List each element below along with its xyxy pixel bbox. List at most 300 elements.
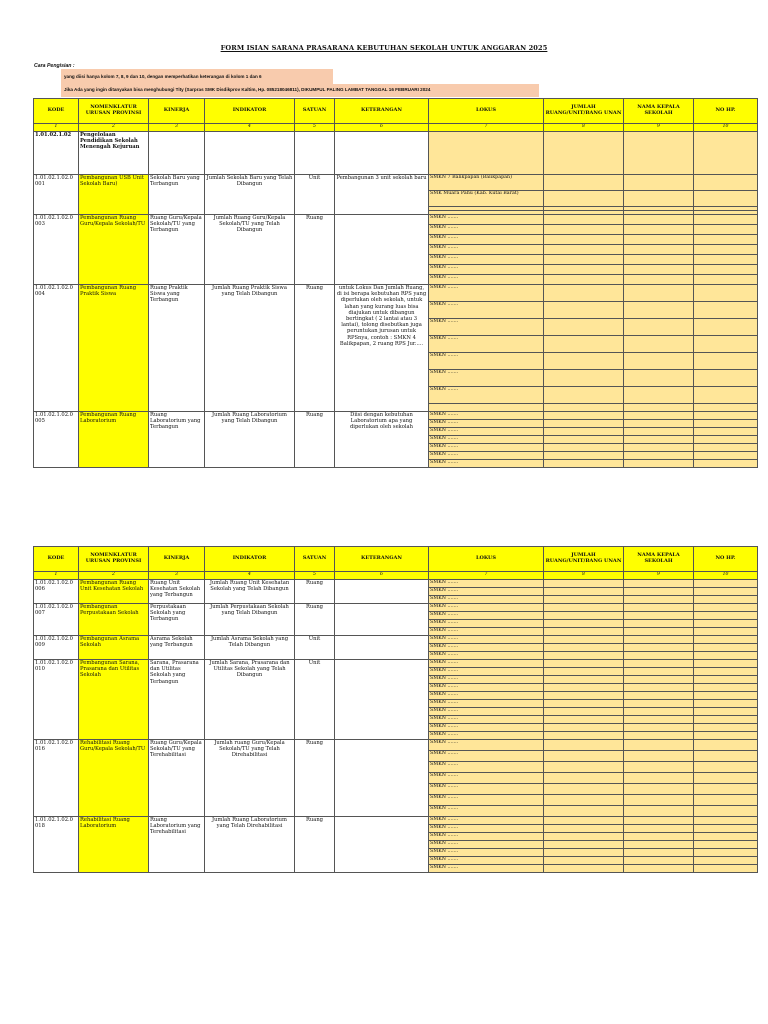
kepala-sekolah-input-cell[interactable] [624, 370, 694, 387]
lokus-input-cell[interactable]: SMKN ....... [429, 841, 544, 849]
no-hp-input-cell[interactable] [694, 460, 758, 468]
jumlah-input-cell[interactable] [544, 795, 624, 806]
no-hp-input-cell[interactable] [694, 420, 758, 428]
jumlah-input-cell[interactable] [544, 285, 624, 302]
jumlah-input-cell[interactable] [544, 404, 624, 412]
lokus-input-cell[interactable]: SMKN ....... [429, 825, 544, 833]
jumlah-input-cell[interactable] [544, 460, 624, 468]
kepala-sekolah-input-cell[interactable] [624, 245, 694, 255]
kode-cell: 1.01.02.1.02.0 018 [34, 817, 79, 873]
satuan-cell: Ruang [295, 817, 335, 873]
lokus-input-cell[interactable]: SMKN ....... [429, 708, 544, 716]
kepala-sekolah-input-cell[interactable] [624, 652, 694, 660]
kepala-sekolah-input-cell[interactable] [624, 420, 694, 428]
lokus-input-cell[interactable]: SMKN ....... [429, 740, 544, 751]
no-hp-input-cell[interactable] [694, 762, 758, 773]
jumlah-input-cell[interactable] [544, 660, 624, 668]
no-hp-input-cell[interactable] [694, 865, 758, 873]
lokus-input-cell[interactable]: SMKN ....... [429, 460, 544, 468]
no-hp-input-cell[interactable] [694, 285, 758, 302]
kinerja-cell: Sarana, Prasarana dan Utilitas Sekolah yang Terbangun [149, 660, 205, 740]
kepala-sekolah-input-cell[interactable] [624, 708, 694, 716]
keterangan-cell: untuk Lokus Dan Jumlah Ruang, di isi berapa kebutuhan RPS yang diperlukan oleh sekolah, untuk lahan yang kurang luas bisa diajukan untuk dibangun bertingkat ( 2 lantai atau 3 lantai), tolong disebutkan juga peruntukan jurusan untuk RPSnya, contoh : SMKN 4 Balikpapan, 2 ruang RPS Jur..... [335, 285, 429, 412]
instruction-note-2-text: Jika Ada yang ingin ditanyakan bisa menghubungi Tity (Sarpras SMK Disdikprov Kaltim, Hp. 085218046811), DIKUMPUL PALING LAMBAT TANGGAL 16 FEBRUARI 2024 [64, 87, 431, 92]
kepala-sekolah-input-cell[interactable] [624, 644, 694, 652]
no-hp-input-cell[interactable] [694, 588, 758, 596]
kepala-sekolah-input-cell[interactable] [624, 412, 694, 420]
kepala-sekolah-input-cell[interactable] [624, 319, 694, 336]
jumlah-input-cell[interactable] [544, 841, 624, 849]
lokus-input-cell[interactable]: SMKN ....... [429, 580, 544, 588]
lokus-input-cell[interactable]: SMKN ....... [429, 285, 544, 302]
jumlah-input-cell[interactable] [544, 275, 624, 285]
lokus-input-cell[interactable]: SMKN ....... [429, 762, 544, 773]
lokus-input-cell[interactable]: SMKN ....... [429, 235, 544, 245]
jumlah-input-cell[interactable] [544, 751, 624, 762]
jumlah-input-cell[interactable] [544, 336, 624, 353]
lokus-input-cell[interactable]: SMKN ....... [429, 865, 544, 873]
kepala-sekolah-input-cell[interactable] [624, 668, 694, 676]
no-hp-input-cell[interactable] [694, 404, 758, 412]
no-hp-input-cell[interactable] [694, 612, 758, 620]
no-hp-input-cell[interactable] [694, 652, 758, 660]
kepala-sekolah-input-cell[interactable] [624, 716, 694, 724]
no-hp-input-cell[interactable] [694, 716, 758, 724]
kepala-sekolah-input-cell[interactable] [624, 620, 694, 628]
jumlah-input-cell[interactable] [544, 245, 624, 255]
column-number: 6 [335, 572, 429, 580]
no-hp-input-cell[interactable] [694, 825, 758, 833]
lokus-input-cell[interactable]: SMKN ....... [429, 215, 544, 225]
kepala-sekolah-input-cell[interactable] [624, 700, 694, 708]
no-hp-input-cell[interactable] [694, 700, 758, 708]
no-hp-input-cell[interactable] [694, 676, 758, 684]
no-hp-input-cell[interactable] [694, 806, 758, 817]
no-hp-input-cell[interactable] [694, 596, 758, 604]
column-number: 1 [34, 572, 79, 580]
kepala-sekolah-input-cell[interactable] [624, 255, 694, 265]
kepala-sekolah-input-cell[interactable] [624, 636, 694, 644]
lokus-input-cell[interactable]: SMKN ....... [429, 444, 544, 452]
lokus-input-cell[interactable]: SMKN ....... [429, 676, 544, 684]
no-hp-input-cell[interactable] [694, 255, 758, 265]
indikator-cell [205, 132, 295, 175]
kinerja-cell: Ruang Praktik Siswa yang Terbangun [149, 285, 205, 412]
nomenklatur-cell: Pembangunan Perpustakaan Sekolah [79, 604, 149, 636]
jumlah-input-cell[interactable] [544, 225, 624, 235]
satuan-cell: Ruang [295, 604, 335, 636]
jumlah-input-cell[interactable] [544, 762, 624, 773]
no-hp-input-cell[interactable] [694, 245, 758, 255]
jumlah-input-cell[interactable] [544, 817, 624, 825]
indikator-cell: Jumlah Ruang Laboratorium yang Telah Dibangun [205, 412, 295, 468]
jumlah-input-cell[interactable] [544, 235, 624, 245]
kepala-sekolah-input-cell[interactable] [624, 865, 694, 873]
jumlah-input-cell[interactable] [544, 387, 624, 404]
jumlah-input-cell[interactable] [544, 588, 624, 596]
lokus-input-cell[interactable]: SMKN ....... [429, 684, 544, 692]
jumlah-input-cell[interactable] [544, 580, 624, 588]
jumlah-input-cell[interactable] [544, 420, 624, 428]
lokus-input-cell[interactable]: SMKN ....... [429, 604, 544, 612]
lokus-input-cell[interactable]: SMKN ....... [429, 370, 544, 387]
kepala-sekolah-input-cell[interactable] [624, 191, 694, 207]
column-number: 3 [149, 572, 205, 580]
lokus-input-cell[interactable]: SMKN ....... [429, 245, 544, 255]
kepala-sekolah-input-cell[interactable] [624, 724, 694, 732]
no-hp-input-cell[interactable] [694, 773, 758, 784]
lokus-input-cell[interactable]: SMKN ....... [429, 784, 544, 795]
jumlah-input-cell[interactable] [544, 773, 624, 784]
column-header: KINERJA [149, 547, 205, 572]
lokus-input-cell[interactable]: SMKN ....... [429, 849, 544, 857]
lokus-input-cell[interactable]: SMKN ....... [429, 806, 544, 817]
no-hp-input-cell[interactable] [694, 692, 758, 700]
column-header: SATUAN [295, 99, 335, 124]
no-hp-input-cell[interactable] [694, 784, 758, 795]
lokus-input-cell[interactable]: SMKN ....... [429, 275, 544, 285]
lokus-input-cell[interactable]: SMKN ....... [429, 724, 544, 732]
kepala-sekolah-input-cell[interactable] [624, 751, 694, 762]
lokus-input-cell[interactable]: SMKN ....... [429, 700, 544, 708]
keterangan-cell [335, 817, 429, 873]
column-header: KINERJA [149, 99, 205, 124]
kepala-sekolah-input-cell[interactable] [624, 225, 694, 235]
lokus-input-cell[interactable]: SMKN ....... [429, 255, 544, 265]
lokus-input-cell[interactable]: SMKN ....... [429, 319, 544, 336]
kepala-sekolah-input-cell[interactable] [624, 215, 694, 225]
lokus-input-cell[interactable]: SMKN ....... [429, 596, 544, 604]
no-hp-input-cell[interactable] [694, 668, 758, 676]
no-hp-input-cell[interactable] [694, 833, 758, 841]
lokus-input-cell[interactable]: SMKN ....... [429, 773, 544, 784]
kepala-sekolah-input-cell[interactable] [624, 265, 694, 275]
jumlah-input-cell[interactable] [544, 596, 624, 604]
kepala-sekolah-input-cell[interactable] [624, 841, 694, 849]
lokus-input-cell[interactable]: SMKN ....... [429, 660, 544, 668]
no-hp-input-cell[interactable] [694, 436, 758, 444]
no-hp-input-cell[interactable] [694, 336, 758, 353]
kepala-sekolah-input-cell[interactable] [624, 833, 694, 841]
kepala-sekolah-input-cell[interactable] [624, 302, 694, 319]
jumlah-input-cell[interactable] [544, 215, 624, 225]
table-row [34, 285, 758, 302]
keterangan-cell: Pembangunan 3 unit sekolah baru [335, 175, 429, 215]
kepala-sekolah-input-cell[interactable] [624, 175, 694, 191]
satuan-cell: Ruang [295, 412, 335, 468]
kode-cell: 1.01.02.1.02.0 005 [34, 412, 79, 468]
kepala-sekolah-input-cell[interactable] [624, 612, 694, 620]
lokus-input-cell[interactable]: SMKN ....... [429, 420, 544, 428]
kepala-sekolah-input-cell[interactable] [624, 428, 694, 436]
instruction-note-1 [61, 69, 333, 85]
jumlah-input-cell[interactable] [544, 724, 624, 732]
jumlah-input-cell[interactable] [544, 412, 624, 420]
indikator-cell: Jumlah Sekolah Baru yang Telah Dibangun [205, 175, 295, 215]
kinerja-cell: Ruang Guru/Kepala Sekolah/TU yang Terehabilitasi [149, 740, 205, 817]
jumlah-input-cell[interactable] [544, 806, 624, 817]
kode-cell: 1.01.02.1.02.0 001 [34, 175, 79, 215]
no-hp-input-cell[interactable] [694, 732, 758, 740]
jumlah-input-cell[interactable] [544, 692, 624, 700]
kepala-sekolah-input-cell[interactable] [624, 684, 694, 692]
jumlah-input-cell[interactable] [544, 740, 624, 751]
no-hp-input-cell[interactable] [694, 191, 758, 207]
indikator-cell: Jumlah Ruang Praktik Siswa yang Telah Dibangun [205, 285, 295, 412]
jumlah-input-cell[interactable] [544, 668, 624, 676]
kepala-sekolah-input-cell[interactable] [624, 588, 694, 596]
lokus-input-cell[interactable]: SMKN ....... [429, 692, 544, 700]
jumlah-input-cell[interactable] [544, 370, 624, 387]
lokus-input-cell[interactable]: SMKN ....... [429, 428, 544, 436]
kepala-sekolah-input-cell[interactable] [624, 436, 694, 444]
lokus-input-cell[interactable]: SMKN ....... [429, 817, 544, 825]
lokus-input-cell[interactable]: SMKN ....... [429, 620, 544, 628]
column-number: 6 [335, 124, 429, 132]
kepala-sekolah-input-cell[interactable] [624, 460, 694, 468]
no-hp-input-cell[interactable] [694, 740, 758, 751]
instruction-note-1-text: yang diisi hanya kolom 7, 8, 9 dan 10, dengan memperhatikan keterangan di kolom 1 dan 6 [64, 74, 262, 79]
lokus-input-cell[interactable]: SMKN ....... [429, 353, 544, 370]
kode-cell: 1.01.02.1.02.0 004 [34, 285, 79, 412]
jumlah-input-cell[interactable] [544, 833, 624, 841]
table-row [34, 636, 758, 644]
satuan-cell: Unit [295, 175, 335, 215]
no-hp-input-cell[interactable] [694, 225, 758, 235]
kepala-sekolah-input-cell[interactable] [624, 825, 694, 833]
no-hp-input-cell[interactable] [694, 708, 758, 716]
lokus-input-cell[interactable]: SMKN ....... [429, 751, 544, 762]
jumlah-input-cell[interactable] [544, 255, 624, 265]
kepala-sekolah-input-cell[interactable] [624, 285, 694, 302]
jumlah-input-cell[interactable] [544, 784, 624, 795]
column-number: 8 [544, 124, 624, 132]
kode-cell: 1.01.02.1.02.0 009 [34, 636, 79, 660]
kode-cell: 1.01.02.1.02.0 003 [34, 215, 79, 285]
no-hp-input-cell[interactable] [694, 235, 758, 245]
lokus-input-cell[interactable]: SMKN ....... [429, 225, 544, 235]
jumlah-input-cell[interactable] [544, 716, 624, 724]
jumlah-input-cell[interactable] [544, 132, 624, 175]
nomenklatur-cell: Pembangunan USB Unit Sekolah Baru) [79, 175, 149, 215]
jumlah-input-cell[interactable] [544, 825, 624, 833]
lokus-input-cell[interactable]: SMKN ....... [429, 732, 544, 740]
jumlah-input-cell[interactable] [544, 302, 624, 319]
lokus-input-cell[interactable]: SMKN ....... [429, 265, 544, 275]
kepala-sekolah-input-cell[interactable] [624, 732, 694, 740]
instruction-note-2 [61, 84, 539, 97]
jumlah-input-cell[interactable] [544, 708, 624, 716]
column-header: SATUAN [295, 547, 335, 572]
no-hp-input-cell[interactable] [694, 275, 758, 285]
kepala-sekolah-input-cell[interactable] [624, 275, 694, 285]
jumlah-input-cell[interactable] [544, 865, 624, 873]
kepala-sekolah-input-cell[interactable] [624, 235, 694, 245]
no-hp-input-cell[interactable] [694, 684, 758, 692]
lokus-input-cell[interactable]: SMKN ....... [429, 652, 544, 660]
kepala-sekolah-input-cell[interactable] [624, 773, 694, 784]
lokus-input-cell[interactable]: SMKN ....... [429, 302, 544, 319]
jumlah-input-cell[interactable] [544, 353, 624, 370]
no-hp-input-cell[interactable] [694, 444, 758, 452]
lokus-input-cell[interactable]: SMKN ....... [429, 668, 544, 676]
jumlah-input-cell[interactable] [544, 319, 624, 336]
no-hp-input-cell[interactable] [694, 644, 758, 652]
kepala-sekolah-input-cell[interactable] [624, 857, 694, 865]
kepala-sekolah-input-cell[interactable] [624, 132, 694, 175]
no-hp-input-cell[interactable] [694, 857, 758, 865]
no-hp-input-cell[interactable] [694, 215, 758, 225]
kepala-sekolah-input-cell[interactable] [624, 676, 694, 684]
kepala-sekolah-input-cell[interactable] [624, 817, 694, 825]
no-hp-input-cell[interactable] [694, 428, 758, 436]
lokus-input-cell[interactable]: SMKN ....... [429, 412, 544, 420]
lokus-input-cell[interactable]: SMKN ....... [429, 612, 544, 620]
lokus-input-cell[interactable] [429, 404, 544, 412]
no-hp-input-cell[interactable] [694, 628, 758, 636]
column-header: LOKUS [429, 547, 544, 572]
no-hp-input-cell[interactable] [694, 604, 758, 612]
kepala-sekolah-input-cell[interactable] [624, 387, 694, 404]
no-hp-input-cell[interactable] [694, 795, 758, 806]
no-hp-input-cell[interactable] [694, 452, 758, 460]
no-hp-input-cell[interactable] [694, 751, 758, 762]
jumlah-input-cell[interactable] [544, 428, 624, 436]
jumlah-input-cell[interactable] [544, 628, 624, 636]
jumlah-input-cell[interactable] [544, 620, 624, 628]
keterangan-cell [335, 740, 429, 817]
lokus-input-cell[interactable]: SMKN 7 Balikpapan (Balikpapan) [429, 175, 544, 191]
jumlah-input-cell[interactable] [544, 191, 624, 207]
column-header: NO HP. [694, 99, 758, 124]
no-hp-input-cell[interactable] [694, 636, 758, 644]
jumlah-input-cell[interactable] [544, 452, 624, 460]
no-hp-input-cell[interactable] [694, 265, 758, 275]
nomenklatur-cell: Pengelolaan Pendidikan Sekolah Menengah Kejuruan [79, 132, 149, 175]
column-header: NO HP. [694, 547, 758, 572]
kepala-sekolah-input-cell[interactable] [624, 806, 694, 817]
jumlah-input-cell[interactable] [544, 444, 624, 452]
lokus-input-cell[interactable]: SMK Muara Pahu (Kab. Kutai Barat) [429, 191, 544, 207]
kepala-sekolah-input-cell[interactable] [624, 604, 694, 612]
lokus-input-cell[interactable]: SMKN ....... [429, 833, 544, 841]
table-row [34, 604, 758, 612]
kode-cell: 1.01.02.1.02.0 006 [34, 580, 79, 604]
jumlah-input-cell[interactable] [544, 732, 624, 740]
jumlah-input-cell[interactable] [544, 652, 624, 660]
kepala-sekolah-input-cell[interactable] [624, 692, 694, 700]
satuan-cell [295, 132, 335, 175]
kepala-sekolah-input-cell[interactable] [624, 660, 694, 668]
no-hp-input-cell[interactable] [694, 302, 758, 319]
kepala-sekolah-input-cell[interactable] [624, 596, 694, 604]
kepala-sekolah-input-cell[interactable] [624, 353, 694, 370]
lokus-input-cell[interactable]: SMKN ....... [429, 336, 544, 353]
jumlah-input-cell[interactable] [544, 700, 624, 708]
keterangan-cell [335, 132, 429, 175]
lokus-input-cell[interactable]: SMKN ....... [429, 387, 544, 404]
column-header: KODE [34, 99, 79, 124]
satuan-cell: Ruang [295, 215, 335, 285]
jumlah-input-cell[interactable] [544, 636, 624, 644]
jumlah-input-cell[interactable] [544, 436, 624, 444]
column-number: 9 [624, 572, 694, 580]
lokus-input-cell[interactable]: SMKN ....... [429, 716, 544, 724]
column-number: 10 [694, 572, 758, 580]
kepala-sekolah-input-cell[interactable] [624, 580, 694, 588]
no-hp-input-cell[interactable] [694, 580, 758, 588]
keterangan-cell: Diisi dengan kebutuhan Laboratorium apa yang diperlukan oleh sekolah [335, 412, 429, 468]
jumlah-input-cell[interactable] [544, 644, 624, 652]
column-number: 1 [34, 124, 79, 132]
no-hp-input-cell[interactable] [694, 175, 758, 191]
kepala-sekolah-input-cell[interactable] [624, 336, 694, 353]
no-hp-input-cell[interactable] [694, 412, 758, 420]
jumlah-input-cell[interactable] [544, 175, 624, 191]
jumlah-input-cell[interactable] [544, 612, 624, 620]
kepala-sekolah-input-cell[interactable] [624, 404, 694, 412]
jumlah-input-cell[interactable] [544, 849, 624, 857]
header-row [34, 547, 758, 572]
lokus-input-cell[interactable]: SMKN ....... [429, 644, 544, 652]
kepala-sekolah-input-cell[interactable] [624, 628, 694, 636]
kepala-sekolah-input-cell[interactable] [624, 740, 694, 751]
kepala-sekolah-input-cell[interactable] [624, 762, 694, 773]
table-row [34, 175, 758, 191]
no-hp-input-cell[interactable] [694, 841, 758, 849]
jumlah-input-cell[interactable] [544, 684, 624, 692]
kepala-sekolah-input-cell[interactable] [624, 452, 694, 460]
no-hp-input-cell[interactable] [694, 319, 758, 336]
column-header: NOMENKLATUR URUSAN PROVINSI [79, 547, 149, 572]
no-hp-input-cell[interactable] [694, 353, 758, 370]
jumlah-input-cell[interactable] [544, 857, 624, 865]
column-number: 9 [624, 124, 694, 132]
no-hp-input-cell[interactable] [694, 724, 758, 732]
kinerja-cell: Ruang Unit Kesehatan Sekolah yang Terbangun [149, 580, 205, 604]
lokus-input-cell[interactable]: SMKN ....... [429, 452, 544, 460]
no-hp-input-cell[interactable] [694, 817, 758, 825]
lokus-input-cell[interactable]: SMKN ....... [429, 436, 544, 444]
kinerja-cell: Asrama Sekolah yang Terbangun [149, 636, 205, 660]
no-hp-input-cell[interactable] [694, 849, 758, 857]
column-header: NAMA KEPALA SEKOLAH [624, 547, 694, 572]
kepala-sekolah-input-cell[interactable] [624, 795, 694, 806]
kepala-sekolah-input-cell[interactable] [624, 444, 694, 452]
no-hp-input-cell[interactable] [694, 387, 758, 404]
nomenklatur-cell: Pembangunan Ruang Laboratorium [79, 412, 149, 468]
column-header: INDIKATOR [205, 547, 295, 572]
column-header: KETERANGAN [335, 99, 429, 124]
kepala-sekolah-input-cell[interactable] [624, 784, 694, 795]
column-number: 8 [544, 572, 624, 580]
no-hp-input-cell[interactable] [694, 620, 758, 628]
no-hp-input-cell[interactable] [694, 370, 758, 387]
jumlah-input-cell[interactable] [544, 265, 624, 275]
lokus-input-cell[interactable]: SMKN ....... [429, 588, 544, 596]
lokus-input-cell[interactable]: SMKN ....... [429, 636, 544, 644]
kepala-sekolah-input-cell[interactable] [624, 849, 694, 857]
lokus-input-cell[interactable]: SMKN ....... [429, 628, 544, 636]
jumlah-input-cell[interactable] [544, 676, 624, 684]
lokus-input-cell[interactable]: SMKN ....... [429, 857, 544, 865]
lokus-input-cell[interactable] [429, 132, 544, 175]
lokus-input-cell[interactable]: SMKN ....... [429, 795, 544, 806]
no-hp-input-cell[interactable] [694, 660, 758, 668]
indikator-cell: Jumlah ruang Guru/Kepala Sekolah/TU yang Telah Direhabilitasi [205, 740, 295, 817]
no-hp-input-cell[interactable] [694, 132, 758, 175]
jumlah-input-cell[interactable] [544, 604, 624, 612]
